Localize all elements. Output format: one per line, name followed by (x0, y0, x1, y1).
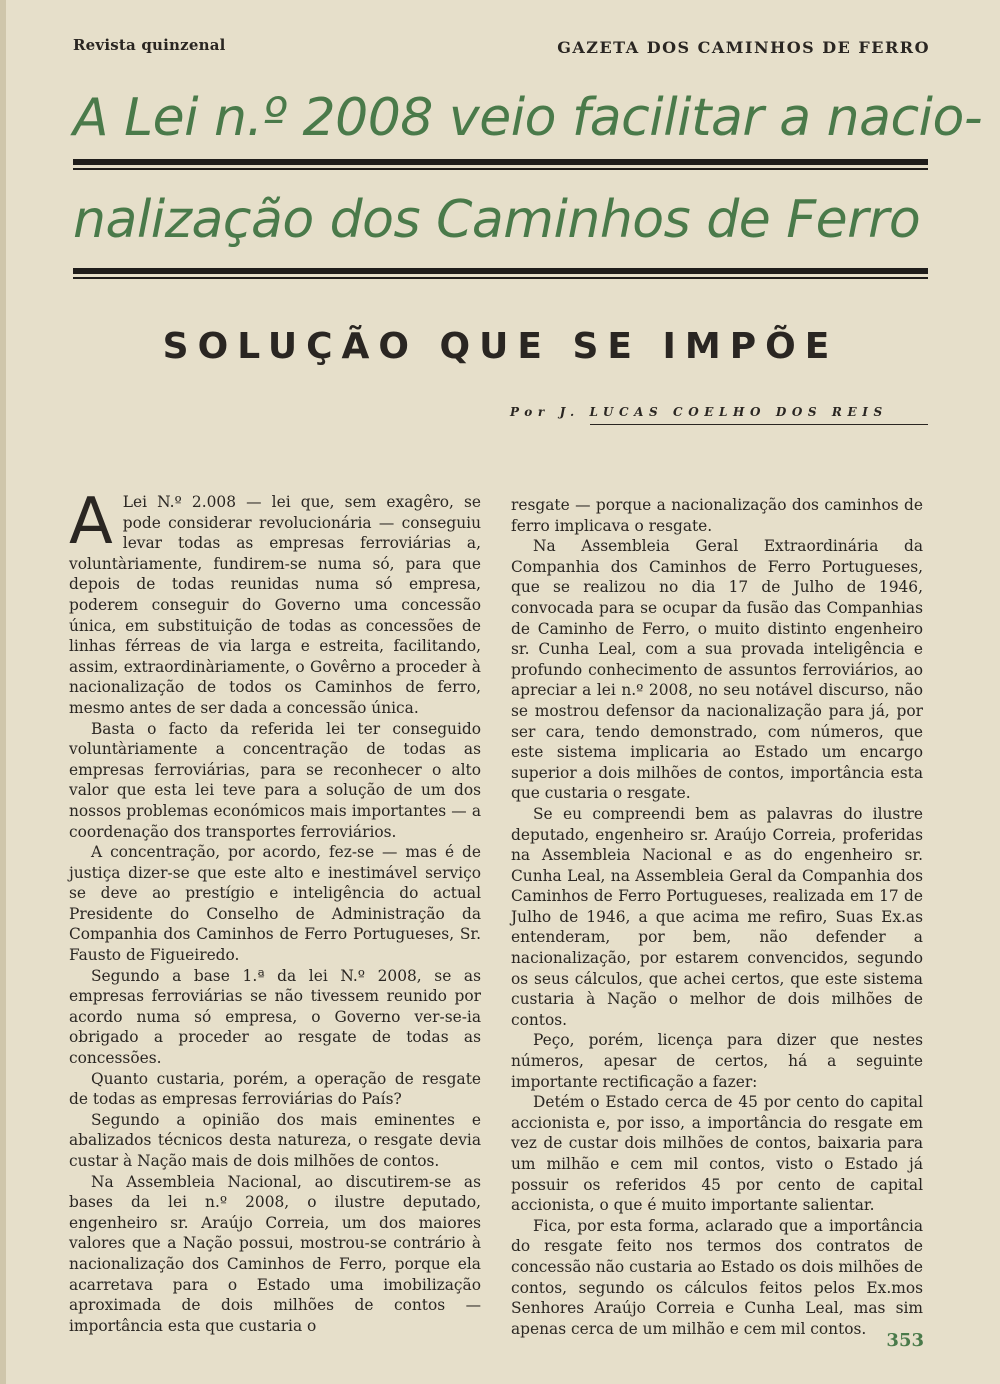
article-byline: Por J. LUCAS COELHO DOS REIS (510, 405, 888, 419)
article-paragraph: A Lei N.º 2.008 — lei que, sem exagêro, se pode considerar revolucionária — conseguiu levar todas as empresas ferroviárias a, voluntàriamente, fundirem-se numa só, para que depois de todas reunidas numa só empresa, poderem conseguir do Governo uma concessão única, em substituição de todas as concessões de linhas férreas de via larga e estreita, facilitando, assim, extraordinàriamente, o Govêrno a proceder à nacionalização de todos os Caminhos de ferro, mesmo antes de ser dada a concessão única. (69, 485, 481, 717)
article-paragraph: Basta o facto da referida lei ter conseguido voluntàriamente a concentração de todas as empresas ferroviárias, para se reconhecer o alto valor que esta lei teve para a solução de um dos nossos problemas económicos mais importantes — a coordenação dos transportes ferroviários. (69, 719, 481, 841)
header-publication-title: GAZETA DOS CAMINHOS DE FERRO (557, 38, 930, 57)
article-paragraph: Detém o Estado cerca de 45 por cento do capital accionista e, por isso, a importância do resgate em vez de custar dois milhões de contos, baixaria para um milhão e cem mil contos, visto o Estado já possuir os referidos 45 por cento de capital accionista, o que é muito importante salientar. (511, 1093, 923, 1215)
article-title-line-1: A Lei n.º 2008 veio facilitar a nacio- (73, 88, 983, 148)
article-paragraph: Na Assembleia Geral Extraordinária da Companhia dos Caminhos de Ferro Portugueses, que se realizou no dia 17 de Julho de 1946, convocada para se ocupar da fusão das Companhias de Caminho de Ferro, o muito distinto engenheiro sr. Cunha Leal, com a sua provada inteligência e profundo conhecimento de assuntos ferroviários, ao apreciar a lei n.º 2008, no seu notável discurso, não se mostrou defensor da nacionalização para já, por ser cara, tendo demonstrado, com números, que este sistema implicaria ao Estado um encargo superior a dois milhões de contos, importância esta que custaria o resgate. (511, 537, 923, 803)
article-paragraph: Se eu compreendi bem as palavras do ilustre deputado, engenheiro sr. Araújo Correia, proferidas na Assembleia Nacional e as do engenheiro sr. Cunha Leal, na Assembleia Geral da Companhia dos Caminhos de Ferro Portugueses, realizada em 17 de Julho de 1946, a que acima me refiro, Suas Ex.as entenderam, por bem, não defender a nacionalização, por estarem convencidos, segundo os seus cálculos, que achei certos, que este sistema custaria à Nação o melhor de dois milhões de contos. (511, 804, 923, 1029)
article-column-left (69, 485, 481, 1336)
byline-underline (590, 424, 928, 425)
article-title-line-2: nalização dos Caminhos de Ferro (73, 190, 921, 250)
article-paragraph: Fica, por esta forma, aclarado que a importância do resgate feito nos termos dos contratos de concessão não custaria ao Estado os dois milhões de contos, segundo os cálculos feitos pelos Ex.mos Senhores Araújo Correia e Cunha Leal, mas sim apenas cerca de um milhão e cem mil contos. (511, 1216, 923, 1338)
article-column-right (511, 495, 923, 1339)
article-subtitle: SOLUÇÃO QUE SE IMPÕE (162, 326, 839, 367)
article-paragraph: resgate — porque a nacionalização dos caminhos de ferro implicava o resgate. (511, 496, 923, 535)
article-paragraph: Segundo a base 1.ª da lei N.º 2008, se as empresas ferroviárias se não tivessem reunido por acordo numa só empresa, o Governo ver-se-ia obrigado a proceder ao resgate de todas as concessões. (69, 966, 481, 1068)
article-paragraph: Na Assembleia Nacional, ao discutirem-se as bases da lei n.º 2008, o ilustre deputado, engenheiro sr. Araújo Correia, um dos maiores valores que a Nação possui, mostrou-se contrário à nacionalização dos Caminhos de Ferro, porque ela acarretava para o Estado uma imobilização aproximada de dois milhões de contos — importância esta que custaria o (69, 1172, 481, 1335)
article-paragraph: Segundo a opinião dos mais eminentes e abalizados técnicos desta natureza, o resgate devia custar à Nação mais de dois milhões de contos. (69, 1110, 481, 1170)
page-edge (0, 0, 6, 1384)
title-divider-bottom (73, 268, 928, 279)
article-paragraph: A concentração, por acordo, fez-se — mas é de justiça dizer-se que este alto e inestimável serviço se deve ao prestígio e inteligência do actual Presidente do Conselho de Administração da Companhia dos Caminhos de Ferro Portugueses, Sr. Fausto de Figueiredo. (69, 843, 481, 965)
page-number: 353 (886, 1330, 924, 1351)
header-publication-frequency: Revista quinzenal (73, 36, 226, 54)
title-divider-top (73, 159, 928, 170)
drop-cap: A (69, 485, 113, 559)
article-paragraph: Peço, porém, licença para dizer que nestes números, apesar de certos, há a seguinte importante rectificação a fazer: (511, 1031, 923, 1091)
article-paragraph: Quanto custaria, porém, a operação de resgate de todas as empresas ferroviárias do País? (69, 1069, 481, 1109)
